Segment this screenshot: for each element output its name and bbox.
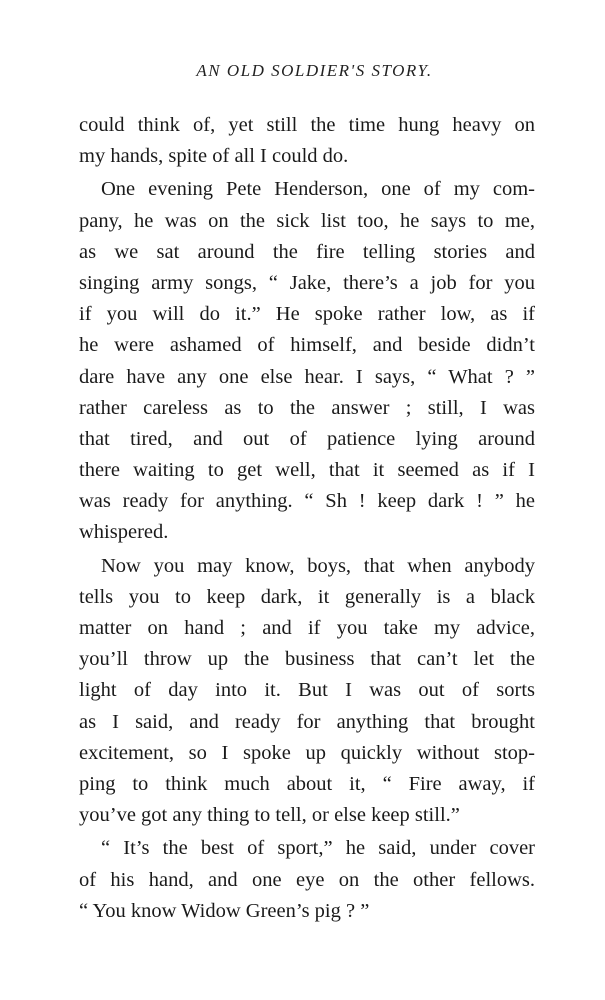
body-text: [79, 110, 535, 927]
text-line: as we sat around the fire telling stories and: [79, 240, 535, 263]
text-line: of his hand, and one eye on the other fellows.: [79, 868, 535, 891]
text-line: as I said, and ready for anything that brought: [79, 710, 535, 733]
text-line: was ready for anything. “ Sh ! keep dark ! ” he: [79, 490, 535, 513]
text-line: Now you may know, boys, that when anybody: [101, 554, 535, 577]
text-line: that tired, and out of patience lying around: [79, 427, 535, 450]
text-line: there waiting to get well, that it seemed as if I: [79, 459, 535, 482]
text-line: rather careless as to the answer ; still, I was: [79, 396, 535, 419]
text-line: One evening Pete Henderson, one of my com-: [101, 178, 535, 201]
text-line: you’ll throw up the business that can’t let the: [79, 648, 535, 671]
text-line: excitement, so I spoke up quickly without stop-: [79, 741, 535, 764]
running-head: AN OLD SOLDIER'S STORY.: [196, 61, 433, 80]
text-line: he were ashamed of himself, and beside didn’t: [79, 334, 535, 357]
text-line: singing army songs, “ Jake, there’s a job for you: [79, 271, 535, 294]
text-line: you’ve got any thing to tell, or else keep still.”: [79, 804, 460, 827]
text-line: ping to think much about it, “ Fire away, if: [79, 772, 535, 795]
text-line: whispered.: [79, 521, 169, 544]
text-line: if you will do it.” He spoke rather low, as if: [79, 303, 535, 326]
text-line: my hands, spite of all I could do.: [79, 145, 349, 168]
text-line: matter on hand ; and if you take my advice,: [79, 617, 535, 639]
text-line: “ It’s the best of sport,” he said, under cover: [101, 837, 535, 860]
text-line: tells you to keep dark, it generally is a black: [79, 585, 535, 608]
text-line: light of day into it. But I was out of sorts: [79, 679, 535, 702]
text-line: “ You know Widow Green’s pig ? ”: [79, 899, 370, 922]
text-line: pany, he was on the sick list too, he says to me,: [79, 209, 535, 232]
text-line: dare have any one else hear. I says, “ What ? ”: [79, 365, 535, 388]
text-line: could think of, yet still the time hung heavy on: [79, 114, 535, 136]
